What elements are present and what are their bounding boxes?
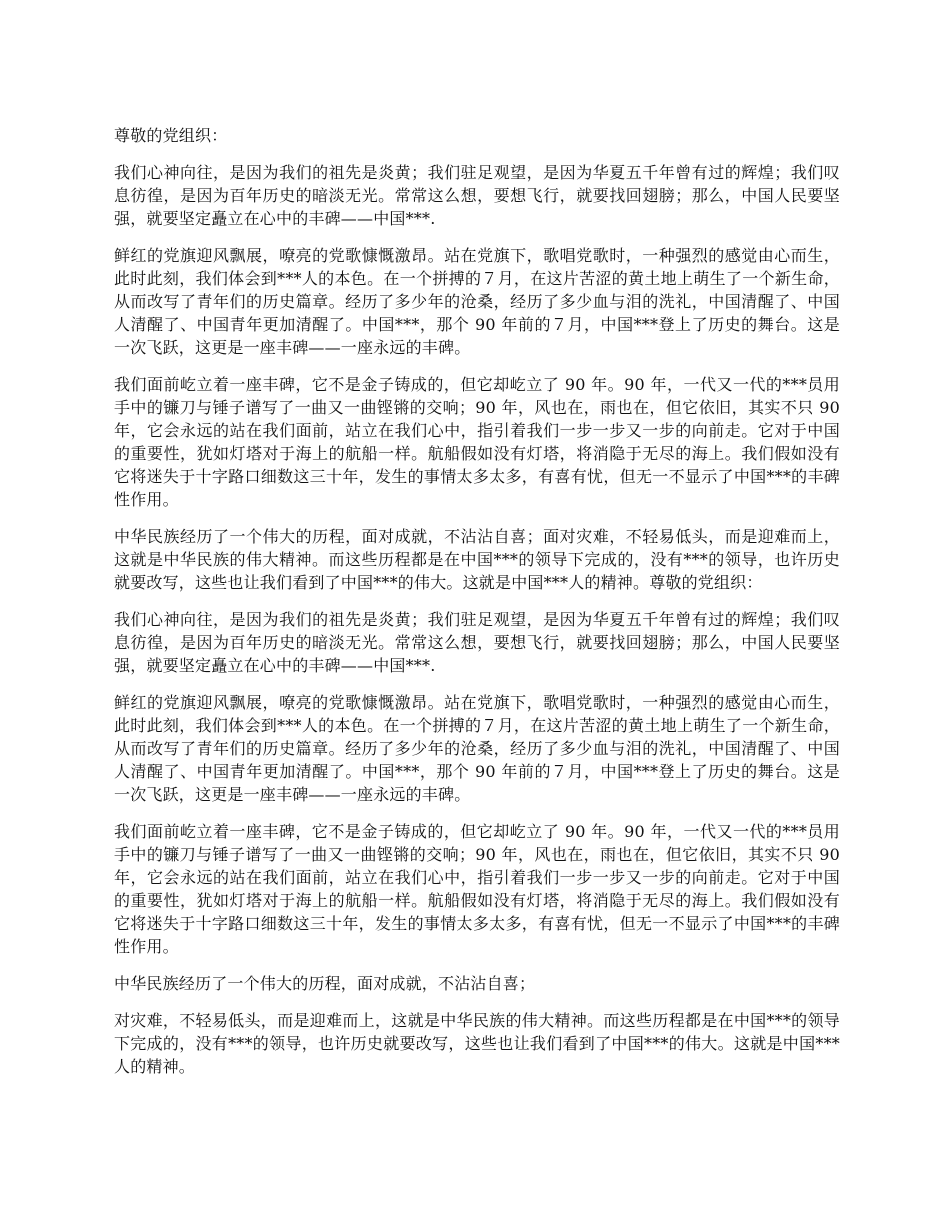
document-body bbox=[114, 124, 840, 1092]
paragraph: 我们心神向往，是因为我们的祖先是炎黄；我们驻足观望，是因为华夏五千年曾有过的辉煌；我们叹息彷徨，是因为百年历史的暗淡无光。常常这么想，要想飞行，就要找回翅膀；那么，中国人民要坚强，就要坚定矗立在心中的丰碑——中国***. bbox=[114, 163, 840, 228]
paragraph: 中华民族经历了一个伟大的历程，面对成就，不沾沾自喜； bbox=[114, 974, 536, 993]
paragraph: 鲜红的党旗迎风飘展，嘹亮的党歌慷慨激昂。站在党旗下，歌唱党歌时，一种强烈的感觉由心而生，此时此刻，我们体会到***人的本色。在一个拼搏的７月，在这片苦涩的黄土地上萌生了一个新生命，从而改写了青年们的历史篇章。经历了多少年的沧桑，经历了多少血与泪的洗礼，中国清醒了、中国人清醒了、中国青年更加清醒了。中国***，那个 90 年前的７月，中国***登上了历史的舞台。这是一次飞跃，这更是一座丰碑——一座永远的丰碑。 bbox=[114, 693, 840, 804]
paragraph: 我们面前屹立着一座丰碑，它不是金子铸成的，但它却屹立了 90 年。90 年，一代又一代的***员用手中的镰刀与锤子谱写了一曲又一曲铿锵的交响；90 年，风也在，雨也在，但它依旧，其实不只 90 年，它会永远的站在我们面前，站立在我们心中，指引着我们一步一步又一步的向前走。它对于中国的重要性，犹如灯塔对于海上的航船一样。航船假如没有灯塔，将消隐于无尽的海上。我们假如没有它将迷失于十字路口细数这三十年，发生的事情太多太多，有喜有忧，但无一不显示了中国***的丰碑性作用。 bbox=[114, 375, 840, 509]
paragraph: 鲜红的党旗迎风飘展，嘹亮的党歌慷慨激昂。站在党旗下，歌唱党歌时，一种强烈的感觉由心而生，此时此刻，我们体会到***人的本色。在一个拼搏的７月，在这片苦涩的黄土地上萌生了一个新生命，从而改写了青年们的历史篇章。经历了多少年的沧桑，经历了多少血与泪的洗礼，中国清醒了、中国人清醒了、中国青年更加清醒了。中国***，那个 90 年前的７月，中国***登上了历史的舞台。这是一次飞跃，这更是一座丰碑——一座永远的丰碑。 bbox=[114, 246, 840, 357]
paragraph: 对灾难，不轻易低头，而是迎难而上，这就是中华民族的伟大精神。而这些历程都是在中国***的领导下完成的，没有***的领导，也许历史就要改写，这些也让我们看到了中国***的伟大。这就是中国***人的精神。 bbox=[114, 1011, 840, 1076]
paragraph: 中华民族经历了一个伟大的历程，面对成就，不沾沾自喜；面对灾难，不轻易低头，而是迎难而上，这就是中华民族的伟大精神。而这些历程都是在中国***的领导下完成的，没有***的领导，也许历史就要改写，这些也让我们看到了中国***的伟大。这就是中国***人的精神。尊敬的党组织： bbox=[114, 527, 840, 592]
paragraph: 我们心神向往，是因为我们的祖先是炎黄；我们驻足观望，是因为华夏五千年曾有过的辉煌；我们叹息彷徨，是因为百年历史的暗淡无光。常常这么想，要想飞行，就要找回翅膀；那么，中国人民要坚强，就要坚定矗立在心中的丰碑——中国***. bbox=[114, 610, 840, 675]
salutation: 尊敬的党组织： bbox=[114, 126, 228, 145]
paragraph: 我们面前屹立着一座丰碑，它不是金子铸成的，但它却屹立了 90 年。90 年，一代又一代的***员用手中的镰刀与锤子谱写了一曲又一曲铿锵的交响；90 年，风也在，雨也在，但它依旧，其实不只 90 年，它会永远的站在我们面前，站立在我们心中，指引着我们一步一步又一步的向前走。它对于中国的重要性，犹如灯塔对于海上的航船一样。航船假如没有灯塔，将消隐于无尽的海上。我们假如没有它将迷失于十字路口细数这三十年，发生的事情太多太多，有喜有忧，但无一不显示了中国***的丰碑性作用。 bbox=[114, 822, 840, 956]
